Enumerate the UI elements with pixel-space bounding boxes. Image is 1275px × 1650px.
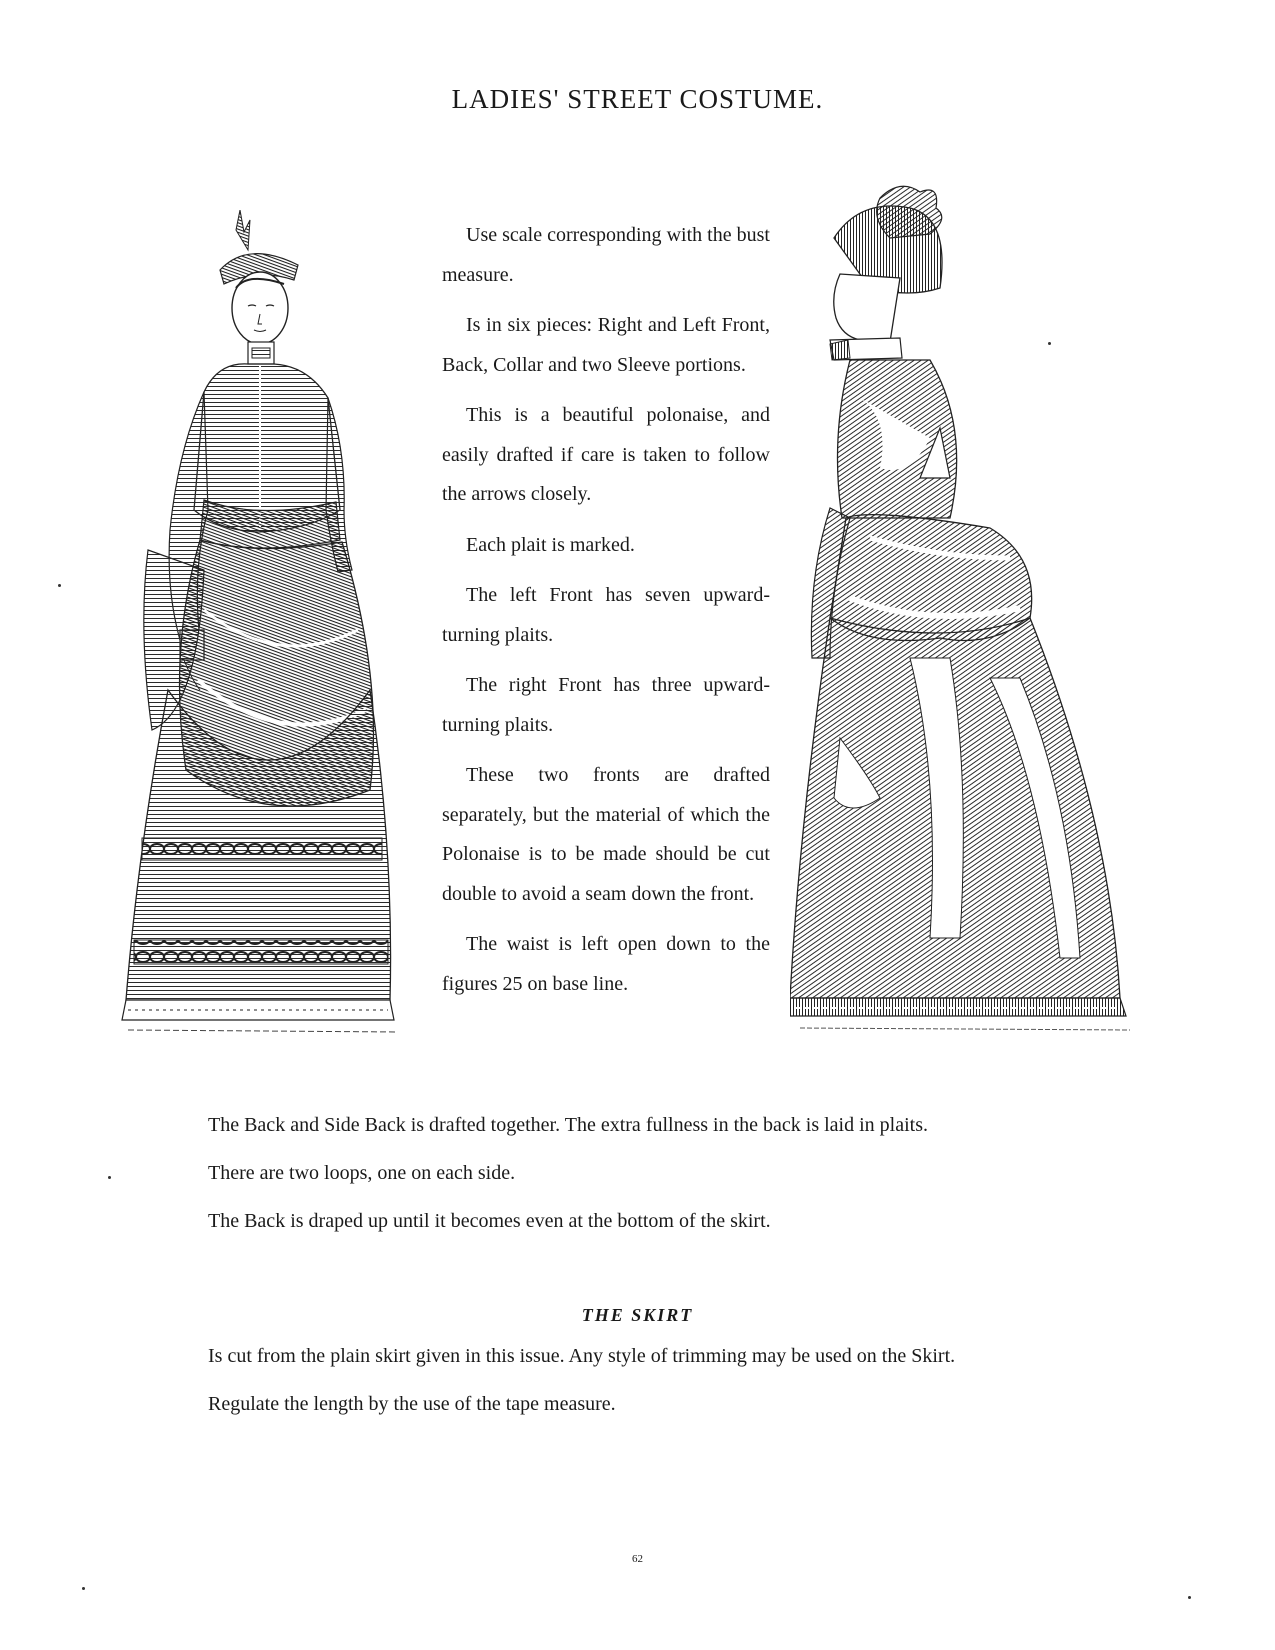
paragraph-scale: Use scale corresponding with the bust measure.	[442, 224, 770, 286]
paragraph-back-draped: The Back is draped up until it becomes even at the bottom of the skirt.	[208, 1210, 771, 1232]
page-number: 62	[632, 1553, 643, 1565]
paragraph-skirt-cut: Is cut from the plain skirt given in this issue. Any style of trimming may be used on the Skirt.	[208, 1345, 956, 1367]
paragraph-right-front: The right Front has three upward-turning plaits.	[442, 674, 770, 736]
back-drafting-section	[160, 1108, 1098, 1252]
page-title: LADIES' STREET COSTUME.	[451, 84, 824, 114]
back-view-drawing	[790, 178, 1150, 1078]
scan-speck	[1188, 1596, 1191, 1599]
paragraph-skirt-length: Regulate the length by the use of the tape measure.	[208, 1393, 616, 1415]
skirt-heading: THE SKIRT	[581, 1305, 694, 1325]
paragraph-plait-marked: Each plait is marked.	[466, 533, 635, 556]
scan-speck	[58, 584, 61, 587]
scan-speck	[82, 1587, 85, 1590]
skirt-section	[160, 1339, 1098, 1435]
center-text-column	[442, 216, 770, 1015]
paragraph-back-side-back: The Back and Side Back is drafted together. The extra fullness in the back is laid in plaits.	[208, 1114, 928, 1136]
front-view-drawing	[108, 210, 408, 1065]
paragraph-left-front: The left Front has seven upward-turning plaits.	[442, 584, 770, 646]
paragraph-polonaise: This is a beautiful polonaise, and easily drafted if care is taken to follow the arrows closely.	[442, 404, 770, 505]
paragraph-pieces: Is in six pieces: Right and Left Front, Back, Collar and two Sleeve portions.	[442, 314, 770, 376]
back-view-illustration	[790, 178, 1150, 1078]
paragraph-fronts-drafted: These two fronts are drafted separately, but the material of which the Polonaise is to be made should be cut double to avoid a seam down the front.	[442, 764, 770, 905]
scan-speck	[108, 1176, 111, 1179]
front-view-illustration	[108, 210, 408, 1065]
scan-speck	[1048, 342, 1051, 345]
paragraph-two-loops: There are two loops, one on each side.	[208, 1162, 516, 1184]
paragraph-waist-open: The waist is left open down to the figures 25 on base line.	[442, 933, 770, 995]
